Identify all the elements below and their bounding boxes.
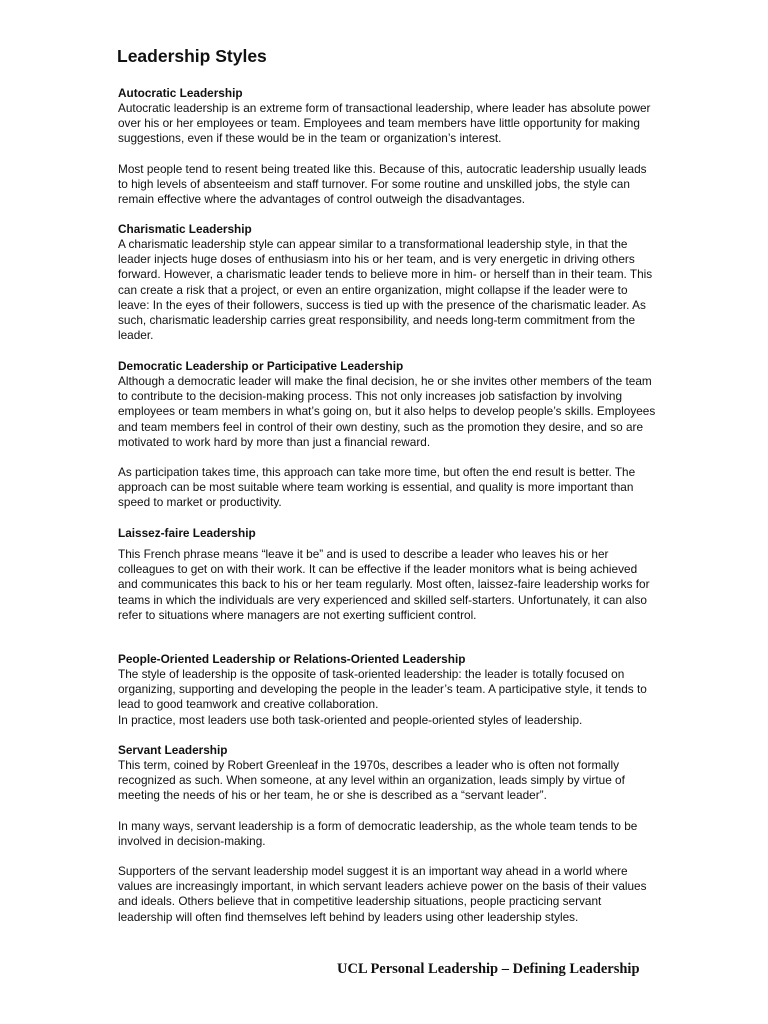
section-heading: Laissez-faire Leadership <box>118 526 256 540</box>
section-heading: Servant Leadership <box>118 743 228 757</box>
section-heading: Charismatic Leadership <box>118 222 252 236</box>
section-people-oriented <box>118 652 658 728</box>
section-autocratic <box>118 86 658 207</box>
section-servant <box>118 743 658 925</box>
paragraph: As participation takes time, this approach can take more time, but often the end result is better. The approach can be most suitable where team working is essential, and quality is more important than speed to market or productivity. <box>118 465 636 510</box>
page-footer: UCL Personal Leadership – Defining Leadership <box>337 961 640 977</box>
paragraph: Supporters of the servant leadership model suggest it is an important way ahead in a world where values are increasingly important, in which servant leaders achieve power on the basis of their values and ideals. Others believe that in competitive leadership situations, people practicing servant leadership will often find themselves left behind by leaders using other leadership styles. <box>118 864 647 924</box>
section-heading: Autocratic Leadership <box>118 86 243 100</box>
paragraph: Most people tend to resent being treated like this. Because of this, autocratic leadership usually leads to high levels of absenteeism and staff turnover. For some routine and unskilled jobs, the style can remain effective where the advantages of control outweigh the disadvantages. <box>118 161 647 207</box>
section-heading: People-Oriented Leadership or Relations-Oriented Leadership <box>118 652 466 666</box>
document-title: Leadership Styles <box>117 46 267 66</box>
section-democratic <box>118 359 658 511</box>
paragraph: Although a democratic leader will make the final decision, he or she invites other members of the team to contribute to the decision-making process. This not only increases job satisfaction by involving employees or team members in what’s going on, but it also helps to develop people’s skills. Employees and team members feel in control of their own destiny, such as the promotion they desire, and so are motivated to work hard by more than just a financial reward. <box>118 374 656 449</box>
section-heading: Democratic Leadership or Participative Leadership <box>118 359 404 373</box>
paragraph: This French phrase means “leave it be” and is used to describe a leader who leaves his or her colleagues to get on with their work. It can be effective if the leader monitors what is being achieved and communicates this back to his or her team regularly. Most often, laissez-faire leadership works for teams in which the individuals are very experienced and skilled self-starters. Unfortunately, it can also refer to situations where managers are not exerting sufficient control. <box>118 547 650 622</box>
section-laissez-faire <box>118 526 658 623</box>
paragraph: In many ways, servant leadership is a form of democratic leadership, as the whole team tends to be involved in decision-making. <box>118 818 638 848</box>
paragraph: The style of leadership is the opposite of task-oriented leadership: the leader is totally focused on organizing, supporting and developing the people in the leader’s team. A participative style, it tends to lead to good teamwork and creative collaboration. <box>118 667 647 712</box>
section-charismatic <box>118 222 658 343</box>
paragraph: A charismatic leadership style can appear similar to a transformational leadership style, in that the leader injects huge doses of enthusiasm into his or her team, and is very energetic in driving others forward. However, a charismatic leader tends to believe more in him- or herself than in their team. This can create a risk that a project, or even an entire organization, might collapse if the leader were to leave: In the eyes of their followers, success is tied up with the presence of the charismatic leader. As such, charismatic leadership carries great responsibility, and needs long-term commitment from the leader. <box>118 237 653 343</box>
paragraph: In practice, most leaders use both task-oriented and people-oriented styles of leadership. <box>118 712 583 727</box>
paragraph: Autocratic leadership is an extreme form of transactional leadership, where leader has absolute power over his or her employees or team. Employees and team members have little opportunity for making suggestions, even if these would be in the team or organization’s interest. <box>118 101 651 146</box>
paragraph: This term, coined by Robert Greenleaf in the 1970s, describes a leader who is often not formally recognized as such. When someone, at any level within an organization, leads simply by virtue of meeting the needs of his or her team, he or she is described as a “servant leader”. <box>118 758 625 803</box>
